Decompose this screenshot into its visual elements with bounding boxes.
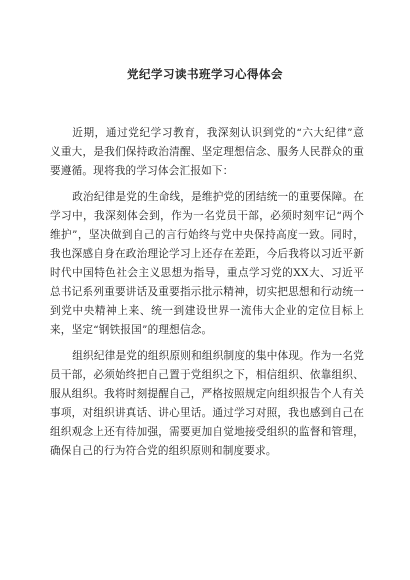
paragraph-intro: 近期，通过党纪学习教育，我深刻认识到党的“六大纪律”意义重大，是我们保持政治清醒、坚定理想信念、服务人民群众的重要遵循。现将我的学习体会汇报如下： — [50, 127, 364, 177]
document-body — [50, 124, 364, 468]
paragraph-political-discipline: 政治纪律是党的生命线，是维护党的团结统一的重要保障。在学习中，我深刻体会到，作为一名党员干部，必须时刻牢记“两个维护”，坚决做到自己的言行始终与党中央保持高度一致。同时，我也深感自身在政治理论学习上还存在差距，今后我将以习近平新时代中国特色社会主义思想为指导，重点学习党的XX大、习近平总书记系列重要讲话及重要指示批示精神，切实把思想和行动统一到党中央精神上来、统一到建设世界一流伟大企业的定位目标上来，坚定“钢铁报国”的理想信念。 — [50, 191, 364, 336]
paragraph-organizational-discipline: 组织纪律是党的组织原则和组织制度的集中体现。作为一名党员干部，必须始终把自己置于党组织之下，相信组织、依靠组织、服从组织。我将时刻提醒自己，严格按照规定向组织报告个人有关事项，对组织讲真话、讲心里话。通过学习对照，我也感到自己在组织观念上还有待加强，需要更加自觉地接受组织的监督和管理，确保自己的行为符合党的组织原则和制度要求。 — [50, 350, 364, 457]
document-title: 党纪学习读书班学习心得体会 — [127, 67, 283, 81]
